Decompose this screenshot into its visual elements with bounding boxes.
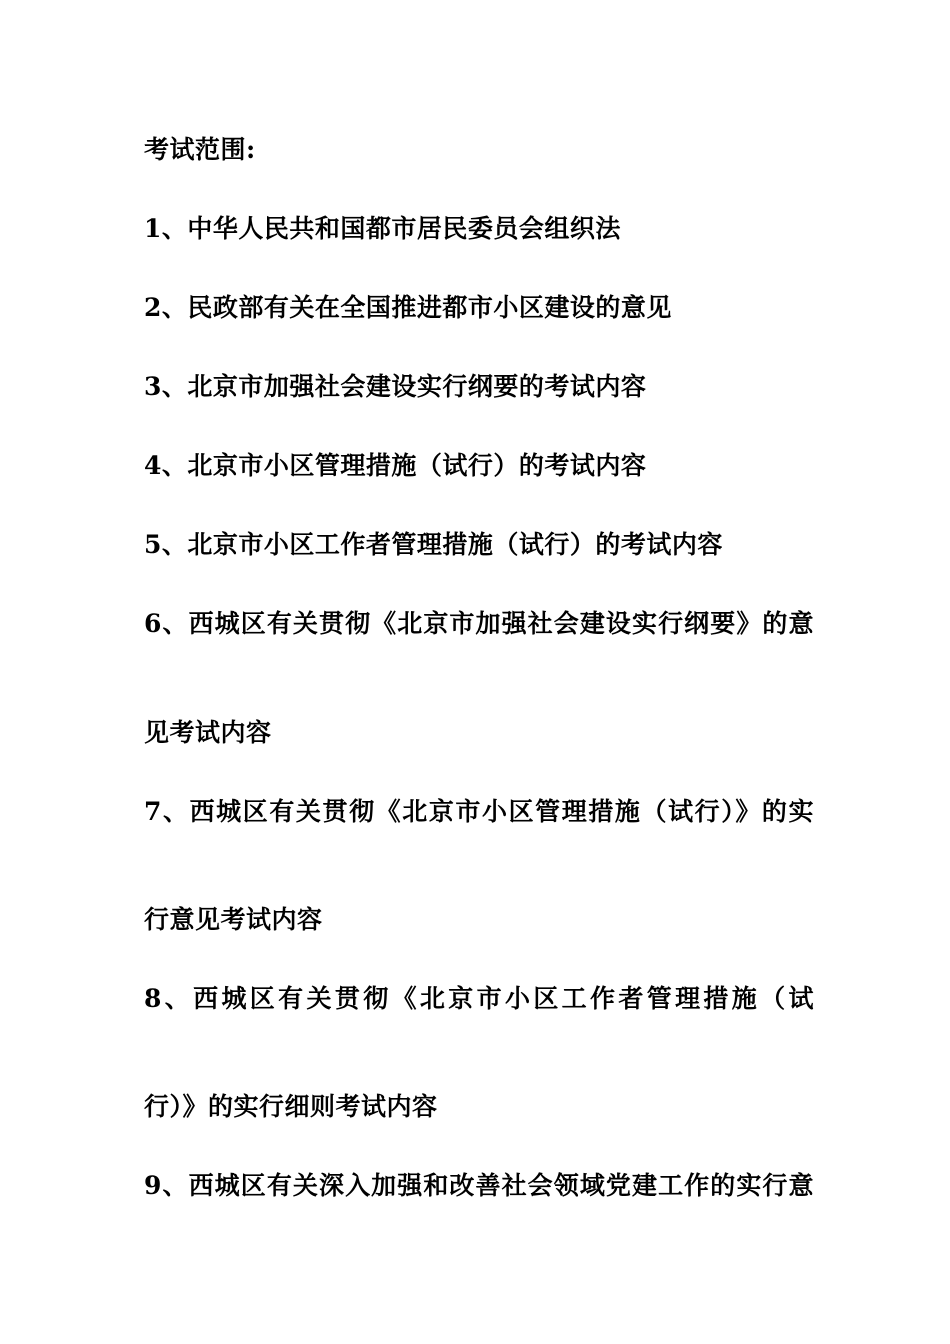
scope-item-4: 4、北京市小区管理措施（试行）的考试内容 bbox=[144, 451, 647, 480]
scope-item-3: 3、北京市加强社会建设实行纲要的考试内容 bbox=[144, 372, 647, 401]
scope-item-8-line-1: 8、西城区有关贯彻《北京市小区工作者管理措施（试 bbox=[144, 984, 814, 1013]
scope-item-7-line-1: 7、西城区有关贯彻《北京市小区管理措施（试行）》的实 bbox=[144, 797, 814, 826]
scope-item-2: 2、民政部有关在全国推进都市小区建设的意见 bbox=[144, 293, 672, 322]
scope-item-5: 5、北京市小区工作者管理措施（试行）的考试内容 bbox=[144, 530, 723, 559]
exam-scope-heading: 考试范围: bbox=[144, 135, 256, 164]
scope-item-8-line-2: 行）》的实行细则考试内容 bbox=[144, 1092, 438, 1121]
scope-item-9-line-1: 9、西城区有关深入加强和改善社会领域党建工作的实行意 bbox=[144, 1171, 814, 1200]
scope-item-6-line-1: 6、西城区有关贯彻《北京市加强社会建设实行纲要》的意 bbox=[144, 609, 814, 638]
scope-item-7-line-2: 行意见考试内容 bbox=[144, 905, 323, 934]
scope-item-1: 1、中华人民共和国都市居民委员会组织法 bbox=[144, 214, 621, 243]
scope-item-6-line-2: 见考试内容 bbox=[144, 718, 272, 747]
